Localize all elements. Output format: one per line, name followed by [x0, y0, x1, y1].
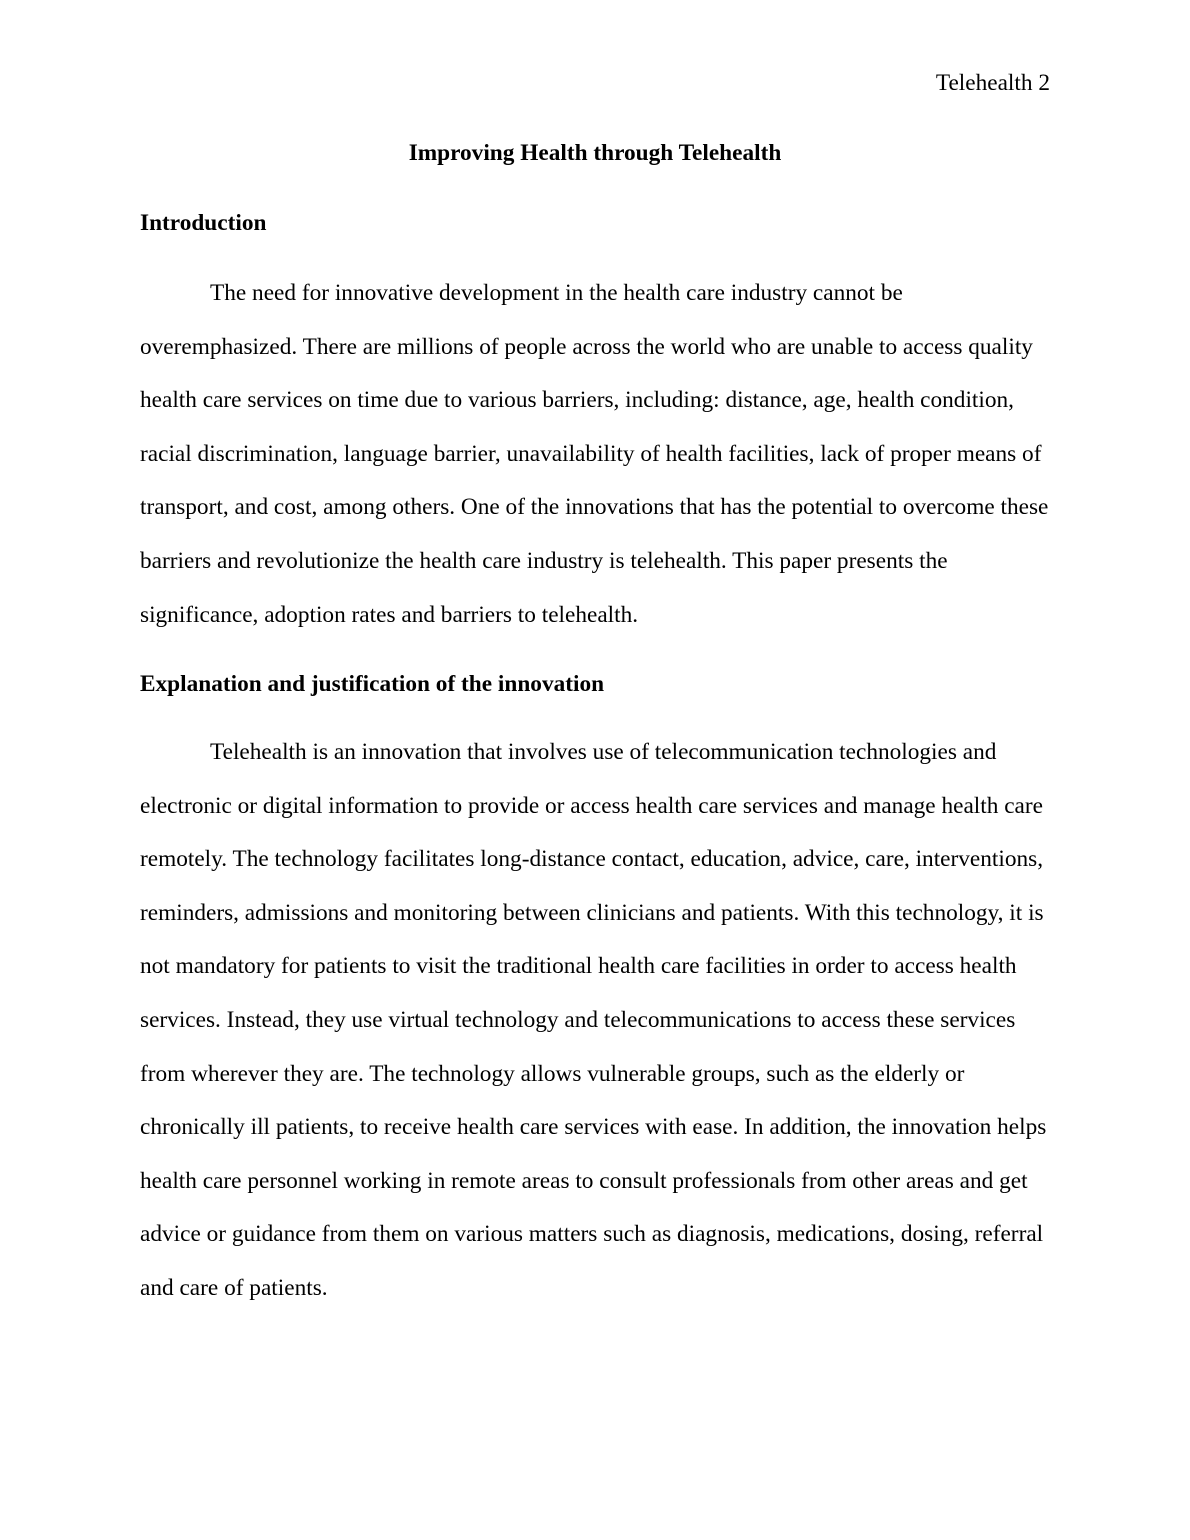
paragraph-line: Telehealth is an innovation that involves use of telecommunication technologies and	[210, 739, 997, 765]
paragraph-line: and care of patients.	[140, 1274, 328, 1301]
paragraph-line: significance, adoption rates and barriers to telehealth.	[140, 601, 639, 628]
paragraph-line: remotely. The technology facilitates long-distance contact, education, advice, care, interventions,	[140, 846, 1044, 873]
paragraph-line: racial discrimination, language barrier, unavailability of health facilities, lack of proper means of	[140, 440, 1042, 467]
paragraph-line: advice or guidance from them on various matters such as diagnosis, medications, dosing, referral	[140, 1221, 1044, 1248]
paragraph-introduction	[140, 280, 1052, 655]
paragraph-line: services. Instead, they use virtual technology and telecommunications to access these services	[140, 1006, 1016, 1033]
paragraph-line: The need for innovative development in the health care industry cannot be	[210, 280, 903, 306]
paragraph-explanation	[140, 739, 1052, 1329]
section-heading-explanation: Explanation and justification of the innovation	[140, 671, 605, 697]
running-head: Telehealth 2	[935, 70, 1050, 96]
section-heading-introduction: Introduction	[140, 210, 267, 236]
paragraph-line: reminders, admissions and monitoring between clinicians and patients. With this technology, it is	[140, 899, 1044, 926]
paragraph-line: transport, and cost, among others. One of the innovations that has the potential to overcome these	[140, 494, 1049, 521]
paragraph-line: overemphasized. There are millions of people across the world who are unable to access quality	[140, 333, 1033, 360]
paragraph-line: electronic or digital information to provide or access health care services and manage health care	[140, 792, 1043, 819]
paragraph-line: barriers and revolutionize the health care industry is telehealth. This paper presents the	[140, 547, 948, 574]
paragraph-line: health care services on time due to various barriers, including: distance, age, health condition,	[140, 387, 1014, 414]
paragraph-line: from wherever they are. The technology allows vulnerable groups, such as the elderly or	[140, 1060, 965, 1087]
paragraph-line: not mandatory for patients to visit the traditional health care facilities in order to access health	[140, 953, 1017, 980]
paragraph-line: chronically ill patients, to receive health care services with ease. In addition, the innovation helps	[140, 1114, 1047, 1141]
paragraph-line: health care personnel working in remote areas to consult professionals from other areas and get	[140, 1167, 1028, 1194]
page-title: Improving Health through Telehealth	[408, 140, 782, 166]
